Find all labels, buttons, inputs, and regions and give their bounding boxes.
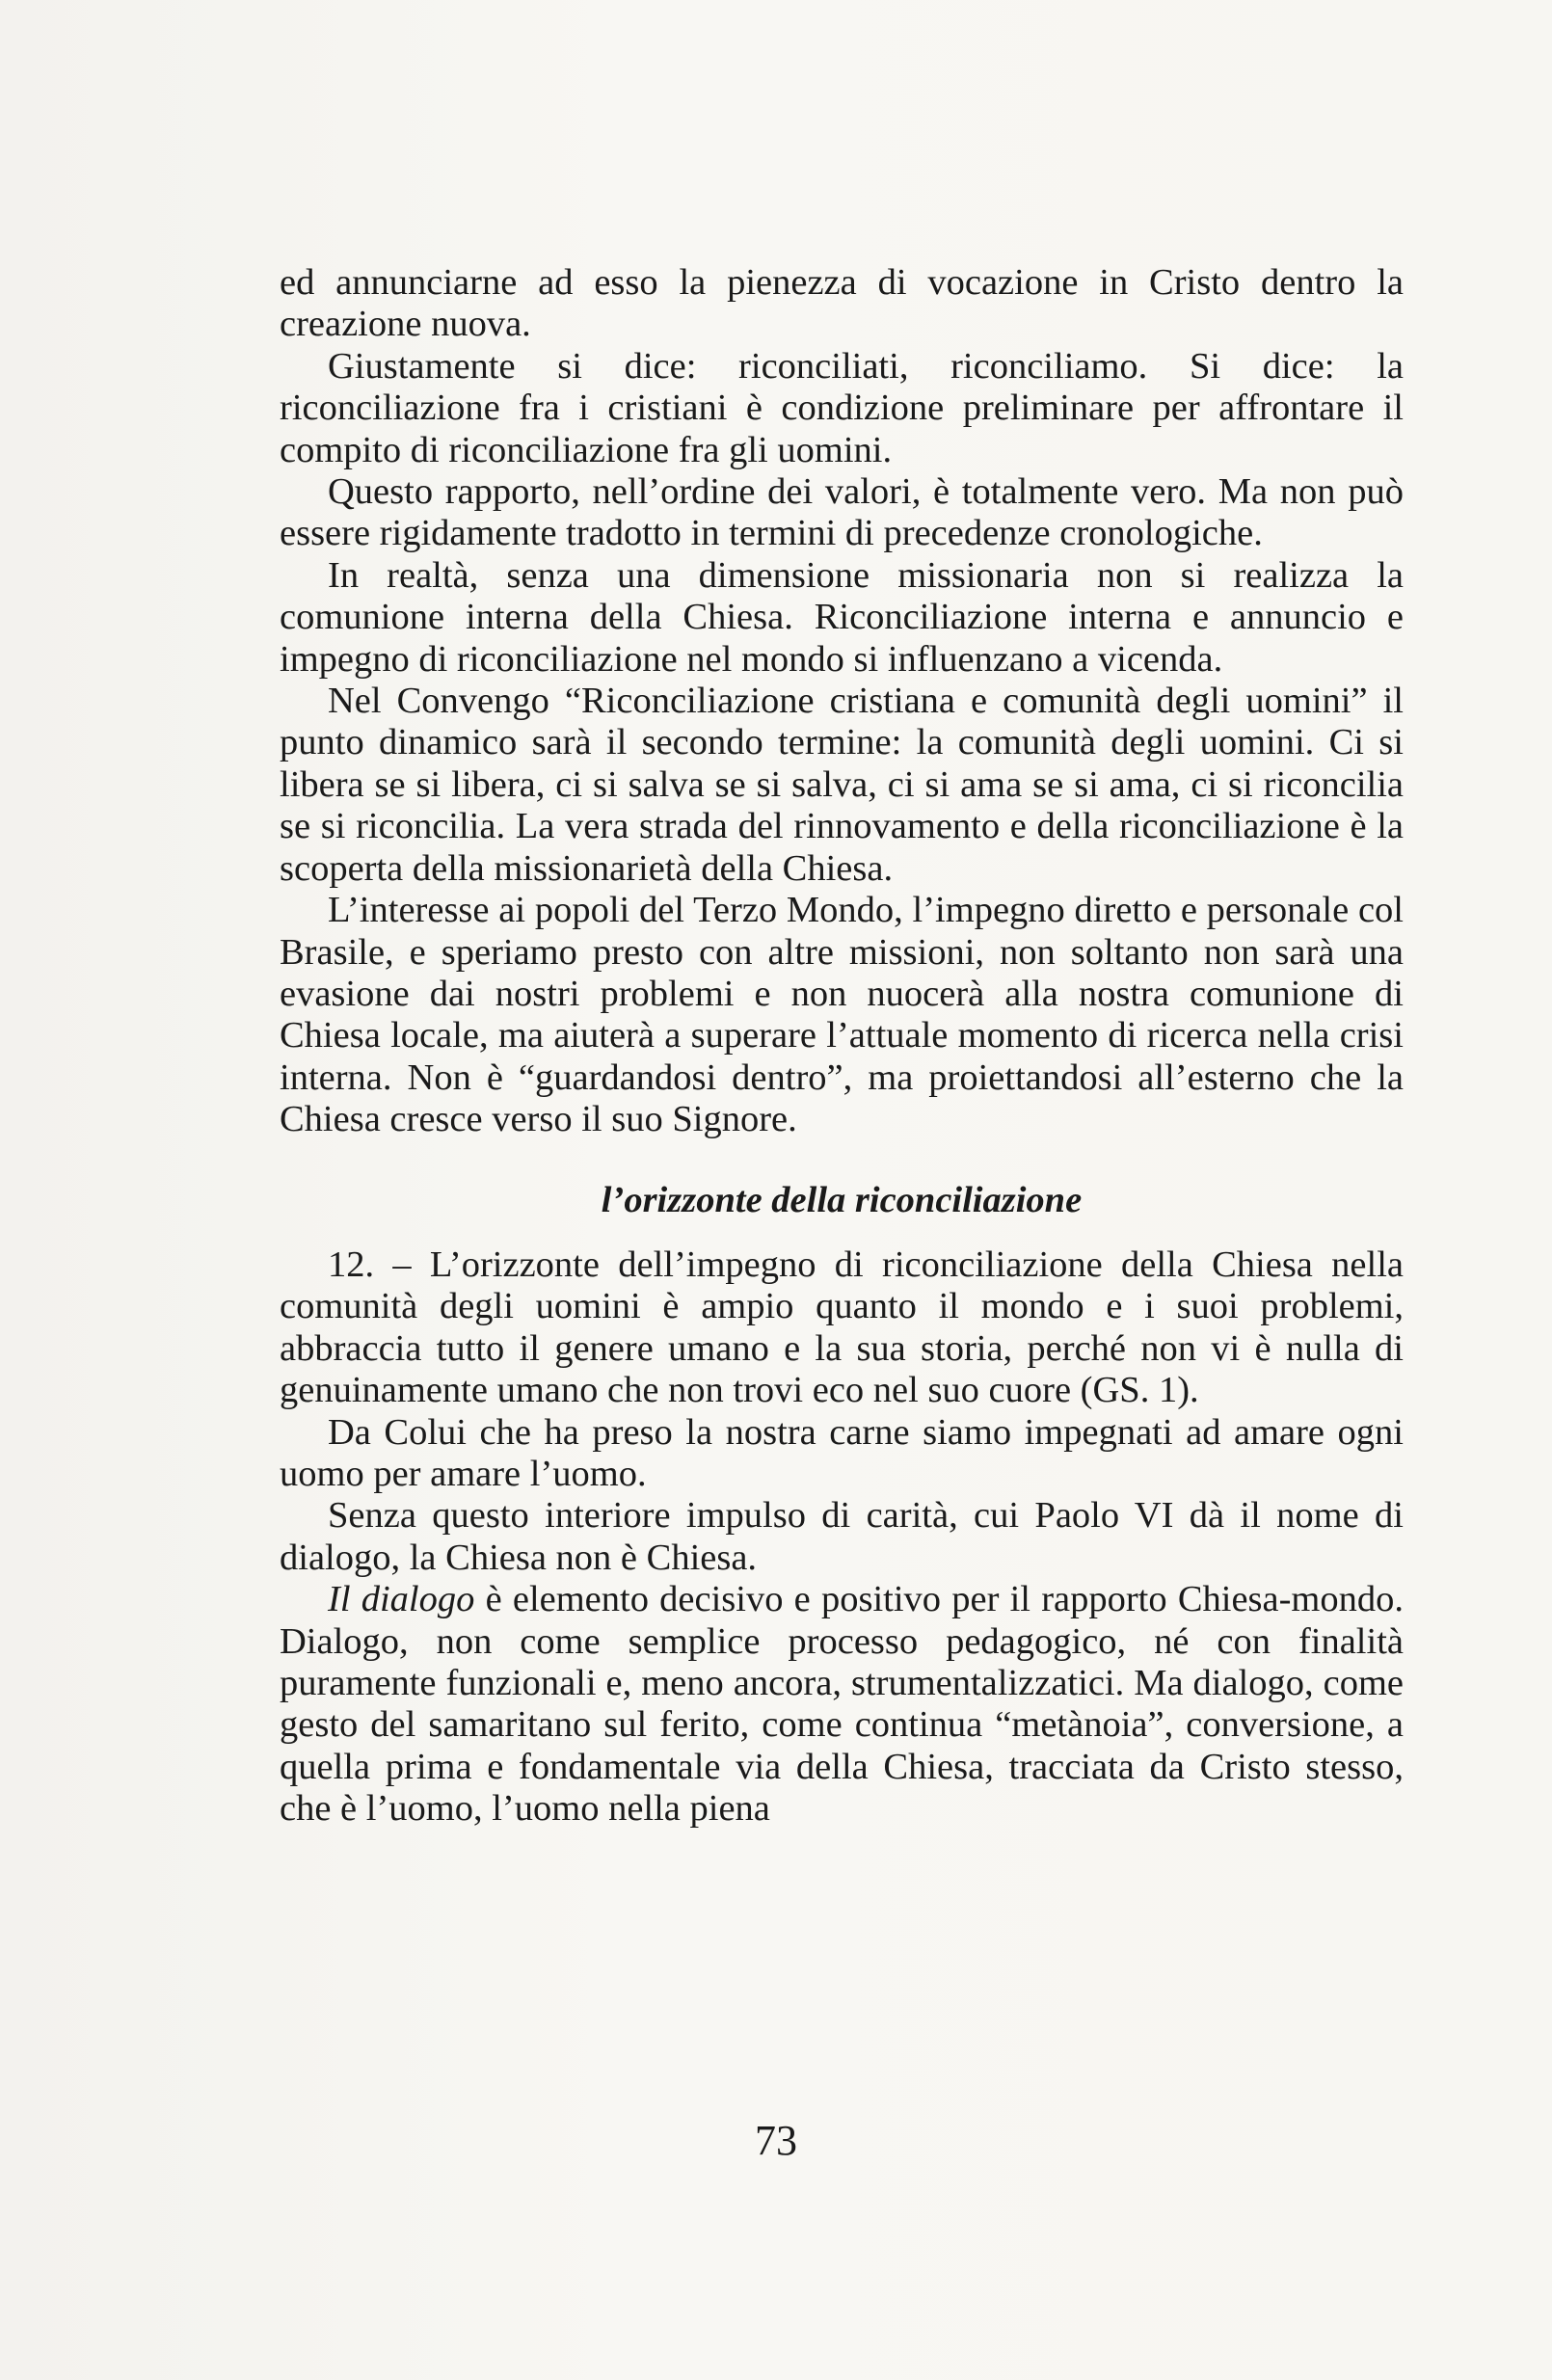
section-heading: l’orizzonte della riconciliazione bbox=[601, 1179, 1083, 1220]
body-text bbox=[280, 262, 1404, 1831]
paragraph: In realtà, senza una dimensione missionaria non si realizza la comunione interna della Chiesa. Riconciliazione interna e annuncio e impegno di riconciliazione nel mondo si influenzano a vicenda. bbox=[280, 554, 1404, 680]
page-number: 73 bbox=[755, 2117, 797, 2164]
paragraph: 12. – L’orizzonte dell’impegno di riconciliazione della Chiesa nella comunità degli uomini è ampio quanto il mondo e i suoi problemi, abbraccia tutto il genere umano e la sua storia, perché non vi è nulla di genuinamente umano che non trovi eco nel suo cuore (GS. 1). bbox=[280, 1243, 1404, 1411]
paragraph: Da Colui che ha preso la nostra carne siamo impegnati ad amare ogni uomo per amare l’uomo. bbox=[280, 1411, 1404, 1494]
paragraph: L’interesse ai popoli del Terzo Mondo, l’impegno diretto e personale col Brasile, e speriamo presto con altre missioni, non soltanto non sarà una evasione dai nostri problemi e non nuocerà alla nostra comunione di Chiesa locale, ma aiuterà a superare l’attuale momento di ricerca nella crisi interna. Non è “guardandosi dentro”, ma proiettandosi all’esterno che la Chiesa cresce verso il suo Signore. bbox=[280, 890, 1404, 1140]
paragraph: Nel Convengo “Riconciliazione cristiana e comunità degli uomini” il punto dinamico sarà il secondo termine: la comunità degli uomini. Ci si libera se si libera, ci si salva se si salva, ci si ama se si ama, ci si riconcilia se si riconcilia. La vera strada del rinnovamento e della riconciliazione è la scoperta della missionarietà della Chiesa. bbox=[280, 681, 1404, 889]
paragraph-last bbox=[280, 1579, 1404, 1830]
italic-term: Il dialogo bbox=[328, 1579, 475, 1620]
paragraph: Questo rapporto, nell’ordine dei valori, è totalmente vero. Ma non può essere rigidamente tradotto in termini di precedenze cronologiche. bbox=[280, 471, 1404, 554]
paragraph: Giustamente si dice: riconciliati, riconciliamo. Si dice: la riconciliazione fra i cristiani è condizione preliminare per affrontare il compito di riconciliazione fra gli uomini. bbox=[280, 345, 1404, 470]
paragraph: Senza questo interiore impulso di carità, cui Paolo VI dà il nome di dialogo, la Chiesa non è Chiesa. bbox=[280, 1495, 1404, 1578]
paragraph-text: è elemento decisivo e positivo per il rapporto Chiesa-mondo. Dialogo, non come semplice processo pedagogico, né con finalità puramente funzionali e, meno ancora, strumentalizzatici. Ma dialogo, come gesto del samaritano sul ferito, come continua “metànoia”, conversione, a quella prima e fondamentale via della Chiesa, tracciata da Cristo stesso, che è l’uomo, l’uomo nella piena bbox=[280, 1579, 1404, 1830]
paragraph-continuation: ed annunciarne ad esso la pienezza di vocazione in Cristo dentro la creazione nuova. bbox=[280, 262, 1404, 345]
